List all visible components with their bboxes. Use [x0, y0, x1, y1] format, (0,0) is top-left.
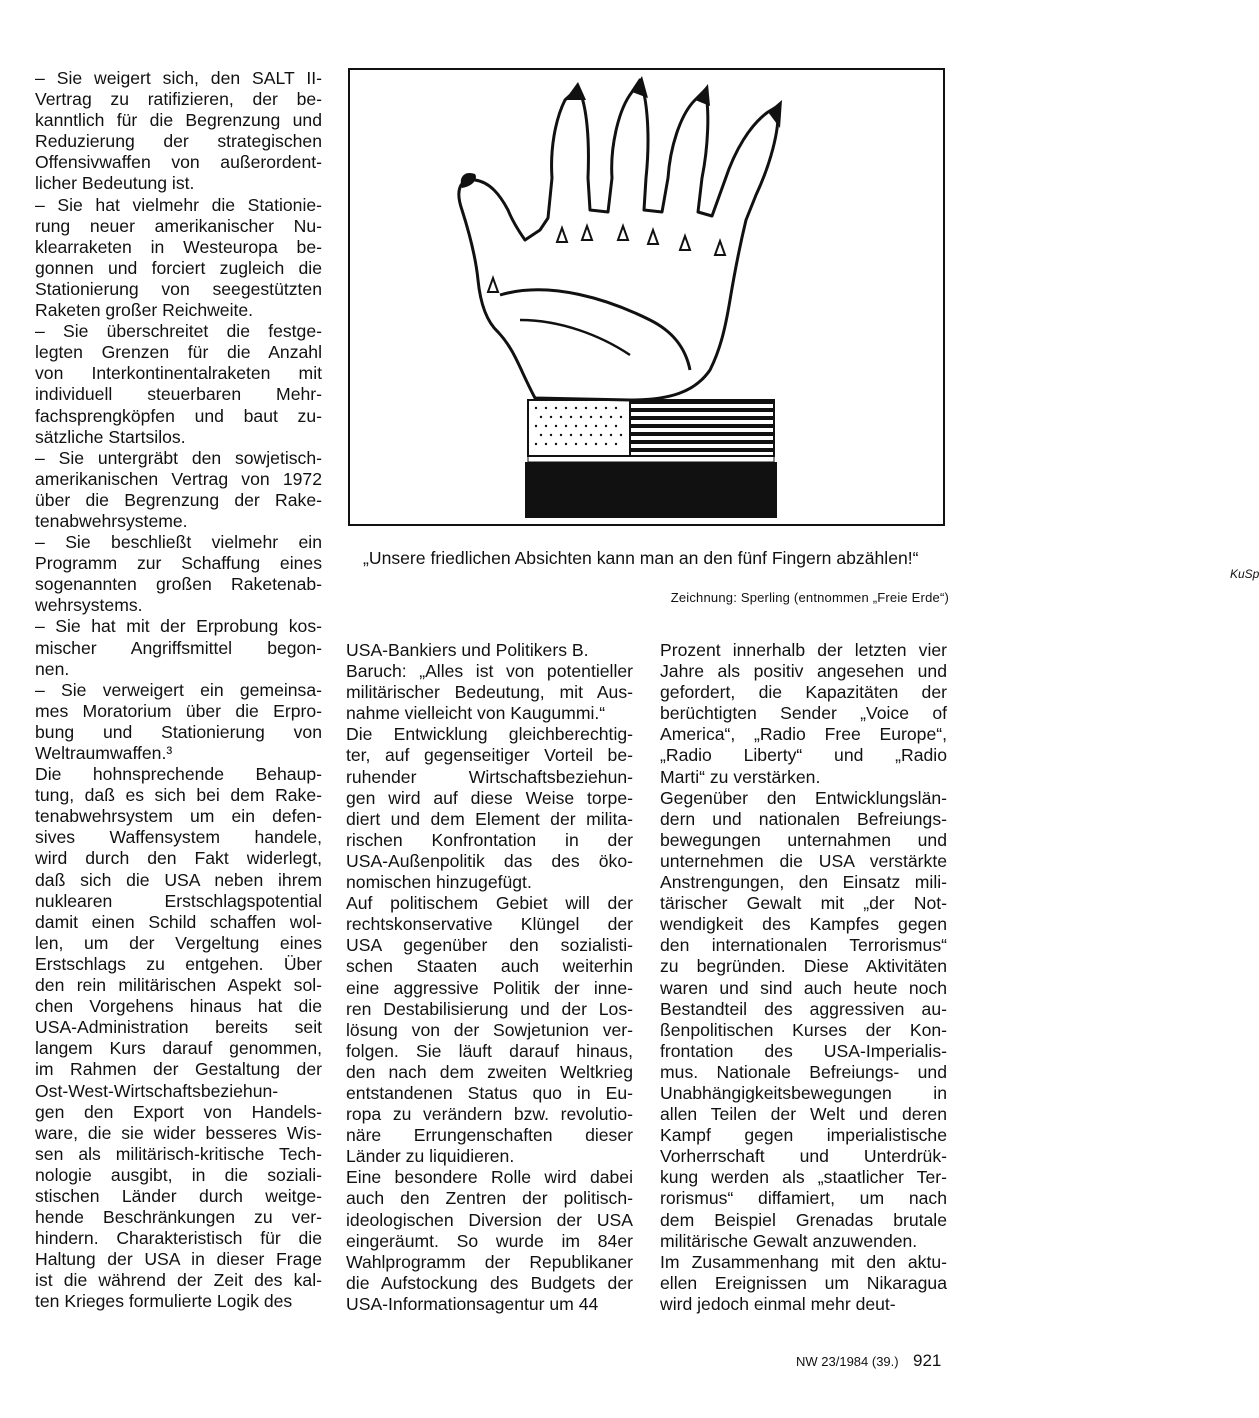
text-line: Im Zusammenhang mit den aktu- — [660, 1251, 947, 1272]
text-line: eingeräumt. So wurde im 84er — [346, 1230, 633, 1251]
text-line: mus. Nationale Befreiungs- und — [660, 1061, 947, 1082]
text-line: hindern. Charakteristisch für die — [35, 1228, 322, 1249]
text-column-right — [660, 640, 947, 1315]
text-line: rung neuer amerikanischer Nu- — [35, 215, 322, 236]
text-line: frontation des USA-Imperialis- — [660, 1040, 947, 1061]
text-line: Wahlprogramm der Republikaner — [346, 1251, 633, 1272]
text-line: ren Destabilisierung und der Los- — [346, 998, 633, 1019]
text-line: Haltung der USA in dieser Frage — [35, 1249, 322, 1270]
text-line: nuklearen Erstschlagspotential — [35, 890, 322, 911]
text-line: nahme vielleicht von Kaugummi.“ — [346, 703, 606, 724]
text-line: dern und nationalen Befreiungs- — [660, 808, 947, 829]
text-line: eine aggressive Politik der inne- — [346, 977, 633, 998]
text-line: hende Beschränkungen zu ver- — [35, 1207, 322, 1228]
cartoon-credit: Zeichnung: Sperling (entnommen „Freie Erde“) — [670, 590, 949, 605]
text-line: im Rahmen der Gestaltung der — [35, 1059, 322, 1080]
text-line: USA-Bankiers und Politikers B. — [346, 640, 589, 660]
text-line: Weltraumwaffen.³ — [35, 743, 173, 763]
text-line: näre Errungenschaften dieser — [346, 1125, 633, 1146]
issue-label: NW 23/1984 (39.) — [796, 1354, 899, 1369]
text-line: – Sie untergräbt den sowjetisch- — [35, 447, 322, 468]
text-line: rechtskonservative Klüngel der — [346, 914, 633, 935]
text-line: Marti“ zu verstärken. — [660, 766, 821, 787]
text-line: „Radio Liberty“ und „Radio — [660, 745, 947, 766]
text-line: entstandenen Status quo in Eu- — [346, 1082, 633, 1103]
text-line: kanntlich für die Begrenzung und — [35, 110, 322, 131]
text-line: Ost-West-Wirtschaftsbeziehun- — [35, 1080, 279, 1101]
text-line: Die Entwicklung gleichberechtig- — [346, 724, 633, 745]
text-line: Länder zu liquidieren. — [346, 1146, 515, 1167]
text-line: licher Bedeutung ist. — [35, 173, 195, 194]
text-line: sogenannten großen Raketenab- — [35, 574, 322, 595]
text-line: sätzliche Startsilos. — [35, 426, 186, 447]
text-line: folgen. Sie läuft darauf hinaus, — [346, 1040, 633, 1061]
text-line: individuell steuerbaren Mehr- — [35, 384, 322, 405]
text-line: Eine besondere Rolle wird dabei — [346, 1167, 633, 1188]
text-line: militärische Gewalt anzuwenden. — [660, 1230, 918, 1251]
text-line: USA gegenüber den sozialisti- — [346, 935, 633, 956]
text-line: Prozent innerhalb der letzten vier — [660, 640, 947, 660]
text-line: allen Teilen der Welt und deren — [660, 1104, 947, 1125]
text-line: len, um der Vergeltung eines — [35, 932, 322, 953]
text-column-left — [35, 68, 322, 1313]
text-line: America“, „Radio Free Europe“, — [660, 724, 947, 745]
text-line: von Interkontinentalraketen mit — [35, 363, 322, 384]
text-line: Programm zur Schaffung eines — [35, 553, 322, 574]
text-line: sives Waffensystem handele, — [35, 827, 322, 848]
text-line: tung, daß es sich bei dem Rake- — [35, 785, 322, 806]
text-line: gen den Export von Handels- — [35, 1101, 322, 1122]
text-line: bewegungen unternahmen und — [660, 829, 947, 850]
page-number: 921 — [913, 1351, 942, 1370]
text-line: nen. — [35, 658, 70, 679]
text-line: ßenpolitischen Kurses der Kon- — [660, 1019, 947, 1040]
text-line: Anstrengungen, den Einsatz mili- — [660, 872, 947, 893]
text-line: Auf politischem Gebiet will der — [346, 893, 633, 914]
text-line: gen wird auf diese Weise torpe- — [346, 787, 633, 808]
text-line: Stationierung von seegestützten — [35, 278, 322, 299]
text-line: – Sie beschließt vielmehr ein — [35, 532, 322, 553]
text-line: Erstschlags zu entgehen. Über — [35, 953, 322, 974]
text-line: – Sie verweigert ein gemeinsa- — [35, 679, 322, 700]
text-line: ellen Ereignissen um Nikaragua — [660, 1272, 947, 1293]
text-line: Gegenüber den Entwicklungslän- — [660, 787, 947, 808]
text-line: dem Beispiel Grenadas brutale — [660, 1209, 947, 1230]
text-line: den internationalen Terrorismus“ — [660, 935, 947, 956]
text-line: gonnen und forciert zugleich die — [35, 257, 322, 278]
text-line: Vorherrschaft und Unterdrük- — [660, 1146, 947, 1167]
text-line: ropa zu verändern bzw. revolutio- — [346, 1104, 633, 1125]
text-line: zu begründen. Diese Aktivitäten — [660, 956, 947, 977]
text-line: Vertrag zu ratifizieren, der be- — [35, 89, 322, 110]
text-line: ware, die sie wider besseres Wis- — [35, 1122, 322, 1143]
text-line: Kampf gegen imperialistische — [660, 1125, 947, 1146]
text-line: Reduzierung der strategischen — [35, 131, 322, 152]
text-line: den rein militärischen Aspekt sol- — [35, 975, 322, 996]
us-flag — [528, 400, 774, 456]
text-line: rorismus“ diffamiert, um nach — [660, 1188, 947, 1209]
text-line: auch den Zentren der politisch- — [346, 1188, 633, 1209]
text-line: amerikanischen Vertrag von 1972 — [35, 468, 322, 489]
text-line: ten Krieges formulierte Logik des — [35, 1291, 293, 1312]
text-line: fachsprengköpfen und baut zu- — [35, 405, 322, 426]
text-line: tenabwehrsysteme. — [35, 510, 188, 531]
text-line: wird jedoch einmal mehr deut- — [660, 1293, 896, 1314]
text-line: mes Moratorium über die Erpro- — [35, 700, 322, 721]
text-line: gefordert, die Kapazitäten der — [660, 682, 947, 703]
text-line: ist die während der Zeit des kal- — [35, 1270, 322, 1291]
text-line: daß sich die USA neben ihrem — [35, 869, 322, 890]
text-line: sen als militärisch-kritische Tech- — [35, 1143, 322, 1164]
text-line: – Sie hat vielmehr die Stationie- — [35, 194, 322, 215]
text-line: USA-Außenpolitik das des öko- — [346, 850, 633, 871]
text-line: nomischen hinzugefügt. — [346, 872, 532, 893]
artist-signature: KuSp — [1230, 567, 1259, 581]
text-line: Jahre als positiv angesehen und — [660, 661, 947, 682]
text-line: USA-Administration bereits seit — [35, 1017, 322, 1038]
text-line: Offensivwaffen von außerordent- — [35, 152, 322, 173]
text-line: waren und sind auch heute noch — [660, 977, 947, 998]
text-line: berüchtigten Sender „Voice of — [660, 703, 947, 724]
text-line: mischer Angriffsmittel begon- — [35, 637, 322, 658]
text-line: ter, auf gegenseitiger Vorteil be- — [346, 745, 633, 766]
text-line: kung werden als „staatlicher Ter- — [660, 1167, 947, 1188]
text-line: chen Vorgehens hinaus hat die — [35, 996, 322, 1017]
text-line: – Sie überschreitet die festge- — [35, 321, 322, 342]
text-line: damit einen Schild schaffen wol- — [35, 911, 322, 932]
text-line: ruhender Wirtschaftsbeziehun- — [346, 766, 633, 787]
text-line: die Aufstockung des Budgets der — [346, 1272, 633, 1293]
text-line: unternehmen die USA verstärkte — [660, 850, 947, 871]
text-line: Bestandteil des aggressiven au- — [660, 998, 947, 1019]
text-line: über die Begrenzung der Rake- — [35, 489, 322, 510]
text-line: bung und Stationierung von — [35, 721, 322, 742]
text-line: Raketen großer Reichweite. — [35, 300, 254, 321]
text-line: USA-Informationsagentur um 44 — [346, 1293, 599, 1314]
text-line: nologie ausgibt, in die soziali- — [35, 1164, 322, 1185]
text-line: stischen Länder durch weitge- — [35, 1185, 322, 1206]
text-line: Unabhängigkeitsbewegungen in — [660, 1082, 947, 1103]
text-line: klearraketen in Westeuropa be- — [35, 236, 322, 257]
text-line: lösung von der Sowjetunion ver- — [346, 1019, 633, 1040]
text-line: wendigkeit des Kampfes gegen — [660, 914, 947, 935]
cartoon-caption: „Unsere friedlichen Absichten kann man an den fünf Fingern abzählen!“ — [363, 548, 919, 568]
text-column-middle — [346, 640, 633, 1315]
text-line: rischen Konfrontation in der — [346, 829, 633, 850]
text-line: den nach dem zweiten Weltkrieg — [346, 1061, 633, 1082]
text-line: – Sie hat mit der Erprobung kos- — [35, 616, 322, 637]
text-line: ideologischen Diversion der USA — [346, 1209, 633, 1230]
missile-hand-drawing — [350, 70, 943, 524]
pedestal-base — [525, 462, 777, 518]
text-line: tenabwehrsystem um ein defen- — [35, 806, 322, 827]
text-line: langem Kurs darauf genommen, — [35, 1038, 322, 1059]
text-line: wird durch den Fakt widerlegt, — [35, 848, 322, 869]
text-line: militärischer Bedeutung, mit Aus- — [346, 682, 633, 703]
text-line: tärischer Gewalt mit „der Not- — [660, 893, 947, 914]
text-line: Baruch: „Alles ist von potentieller — [346, 661, 633, 682]
text-line: Die hohnsprechende Behaup- — [35, 764, 322, 785]
text-line: schen Staaten auch weiterhin — [346, 956, 633, 977]
text-line: legten Grenzen für die Anzahl — [35, 342, 322, 363]
text-line: diert und dem Element der milita- — [346, 808, 633, 829]
text-line: – Sie weigert sich, den SALT II- — [35, 68, 322, 88]
text-line: wehrsystems. — [35, 595, 143, 616]
